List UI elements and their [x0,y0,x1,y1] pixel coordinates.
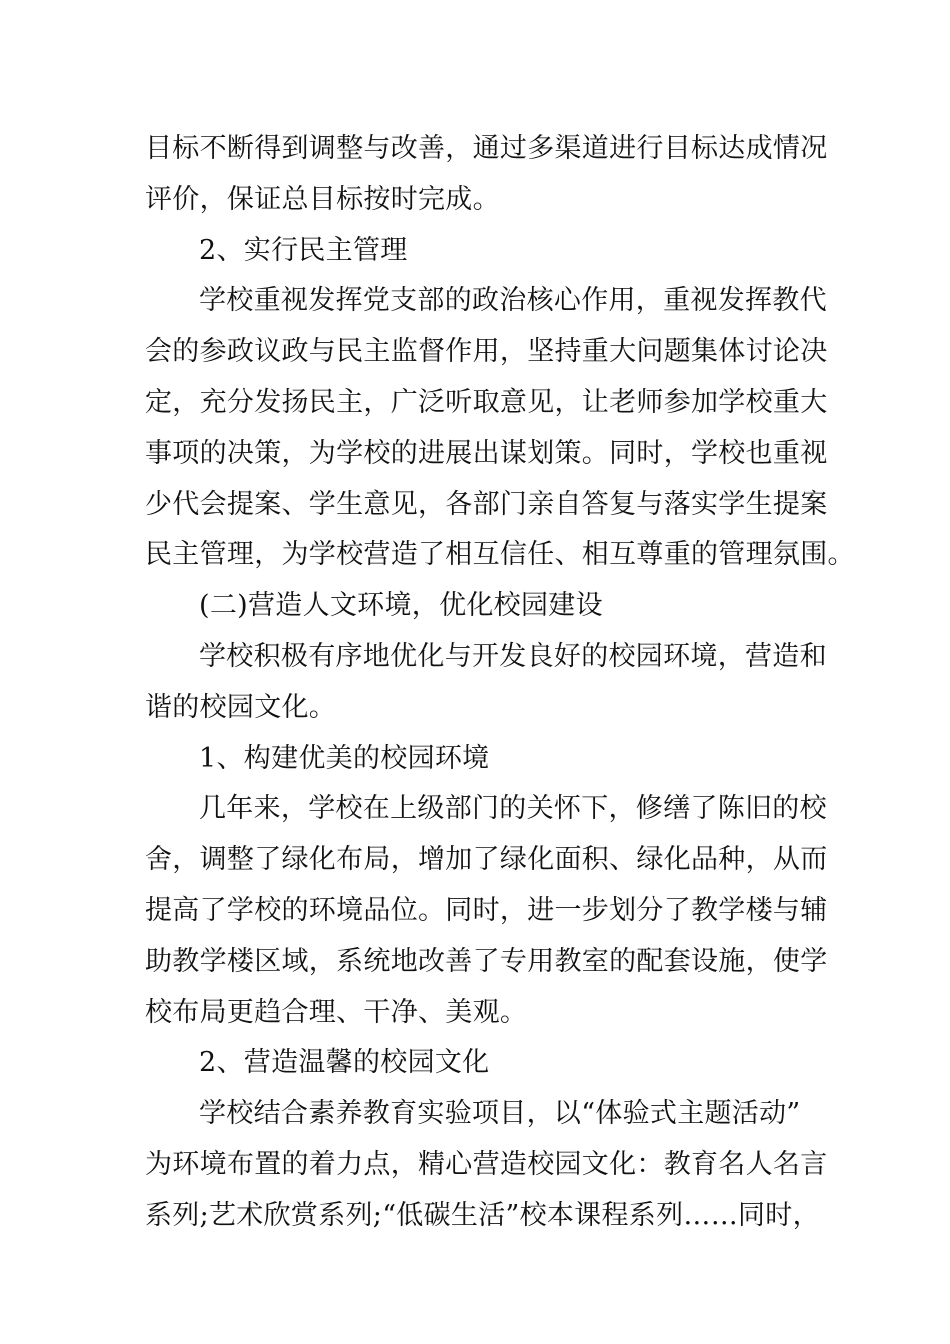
text-line: 学校结合素养教育实验项目，以“体验式主题活动” [199,1098,801,1130]
text-line: 定，充分发扬民主，广泛听取意见，让老师参加学校重大 [145,386,828,418]
text-line: 提高了学校的环境品位。同时，进一步划分了教学楼与辅 [145,894,828,926]
text-line: 为环境布置的着力点，精心营造校园文化：教育名人名言 [145,1148,828,1180]
document-body [145,124,855,1242]
text-line: 评价，保证总目标按时完成。 [145,183,500,215]
section-heading: 2、实行民主管理 [199,234,408,266]
section-heading: 2、营造温馨的校园文化 [199,1047,490,1079]
text-line: 事项的决策，为学校的进展出谋划策。同时，学校也重视 [145,437,828,469]
text-line: 民主管理，为学校营造了相互信任、相互尊重的管理氛围。 [145,539,855,571]
text-line: 目标不断得到调整与改善，通过多渠道进行目标达成情况 [145,133,828,164]
text-line: 少代会提案、学生意见，各部门亲自答复与落实学生提案 [145,488,828,520]
text-line: 学校重视发挥党支部的政治核心作用，重视发挥教代 [199,285,827,317]
text-line: 谐的校园文化。 [145,691,337,723]
text-line: 学校积极有序地优化与开发良好的校园环境，营造和 [199,640,827,672]
text-line: 校布局更趋合理、干净、美观。 [145,996,528,1028]
text-line: 助教学楼区域，系统地改善了专用教室的配套设施，使学 [145,945,828,977]
section-heading: (二)营造人文环境，优化校园建设 [199,590,603,622]
text-line: 舍，调整了绿化布局，增加了绿化面积、绿化品种，从而 [145,844,828,876]
text-line: 几年来，学校在上级部门的关怀下，修缮了陈旧的校 [199,793,827,825]
text-line: 系列;艺术欣赏系列;“低碳生活”校本课程系列……同时， [145,1199,820,1231]
text-line: 会的参政议政与民主监督作用，坚持重大问题集体讨论决 [145,336,828,368]
section-heading: 1、构建优美的校园环境 [199,742,490,774]
